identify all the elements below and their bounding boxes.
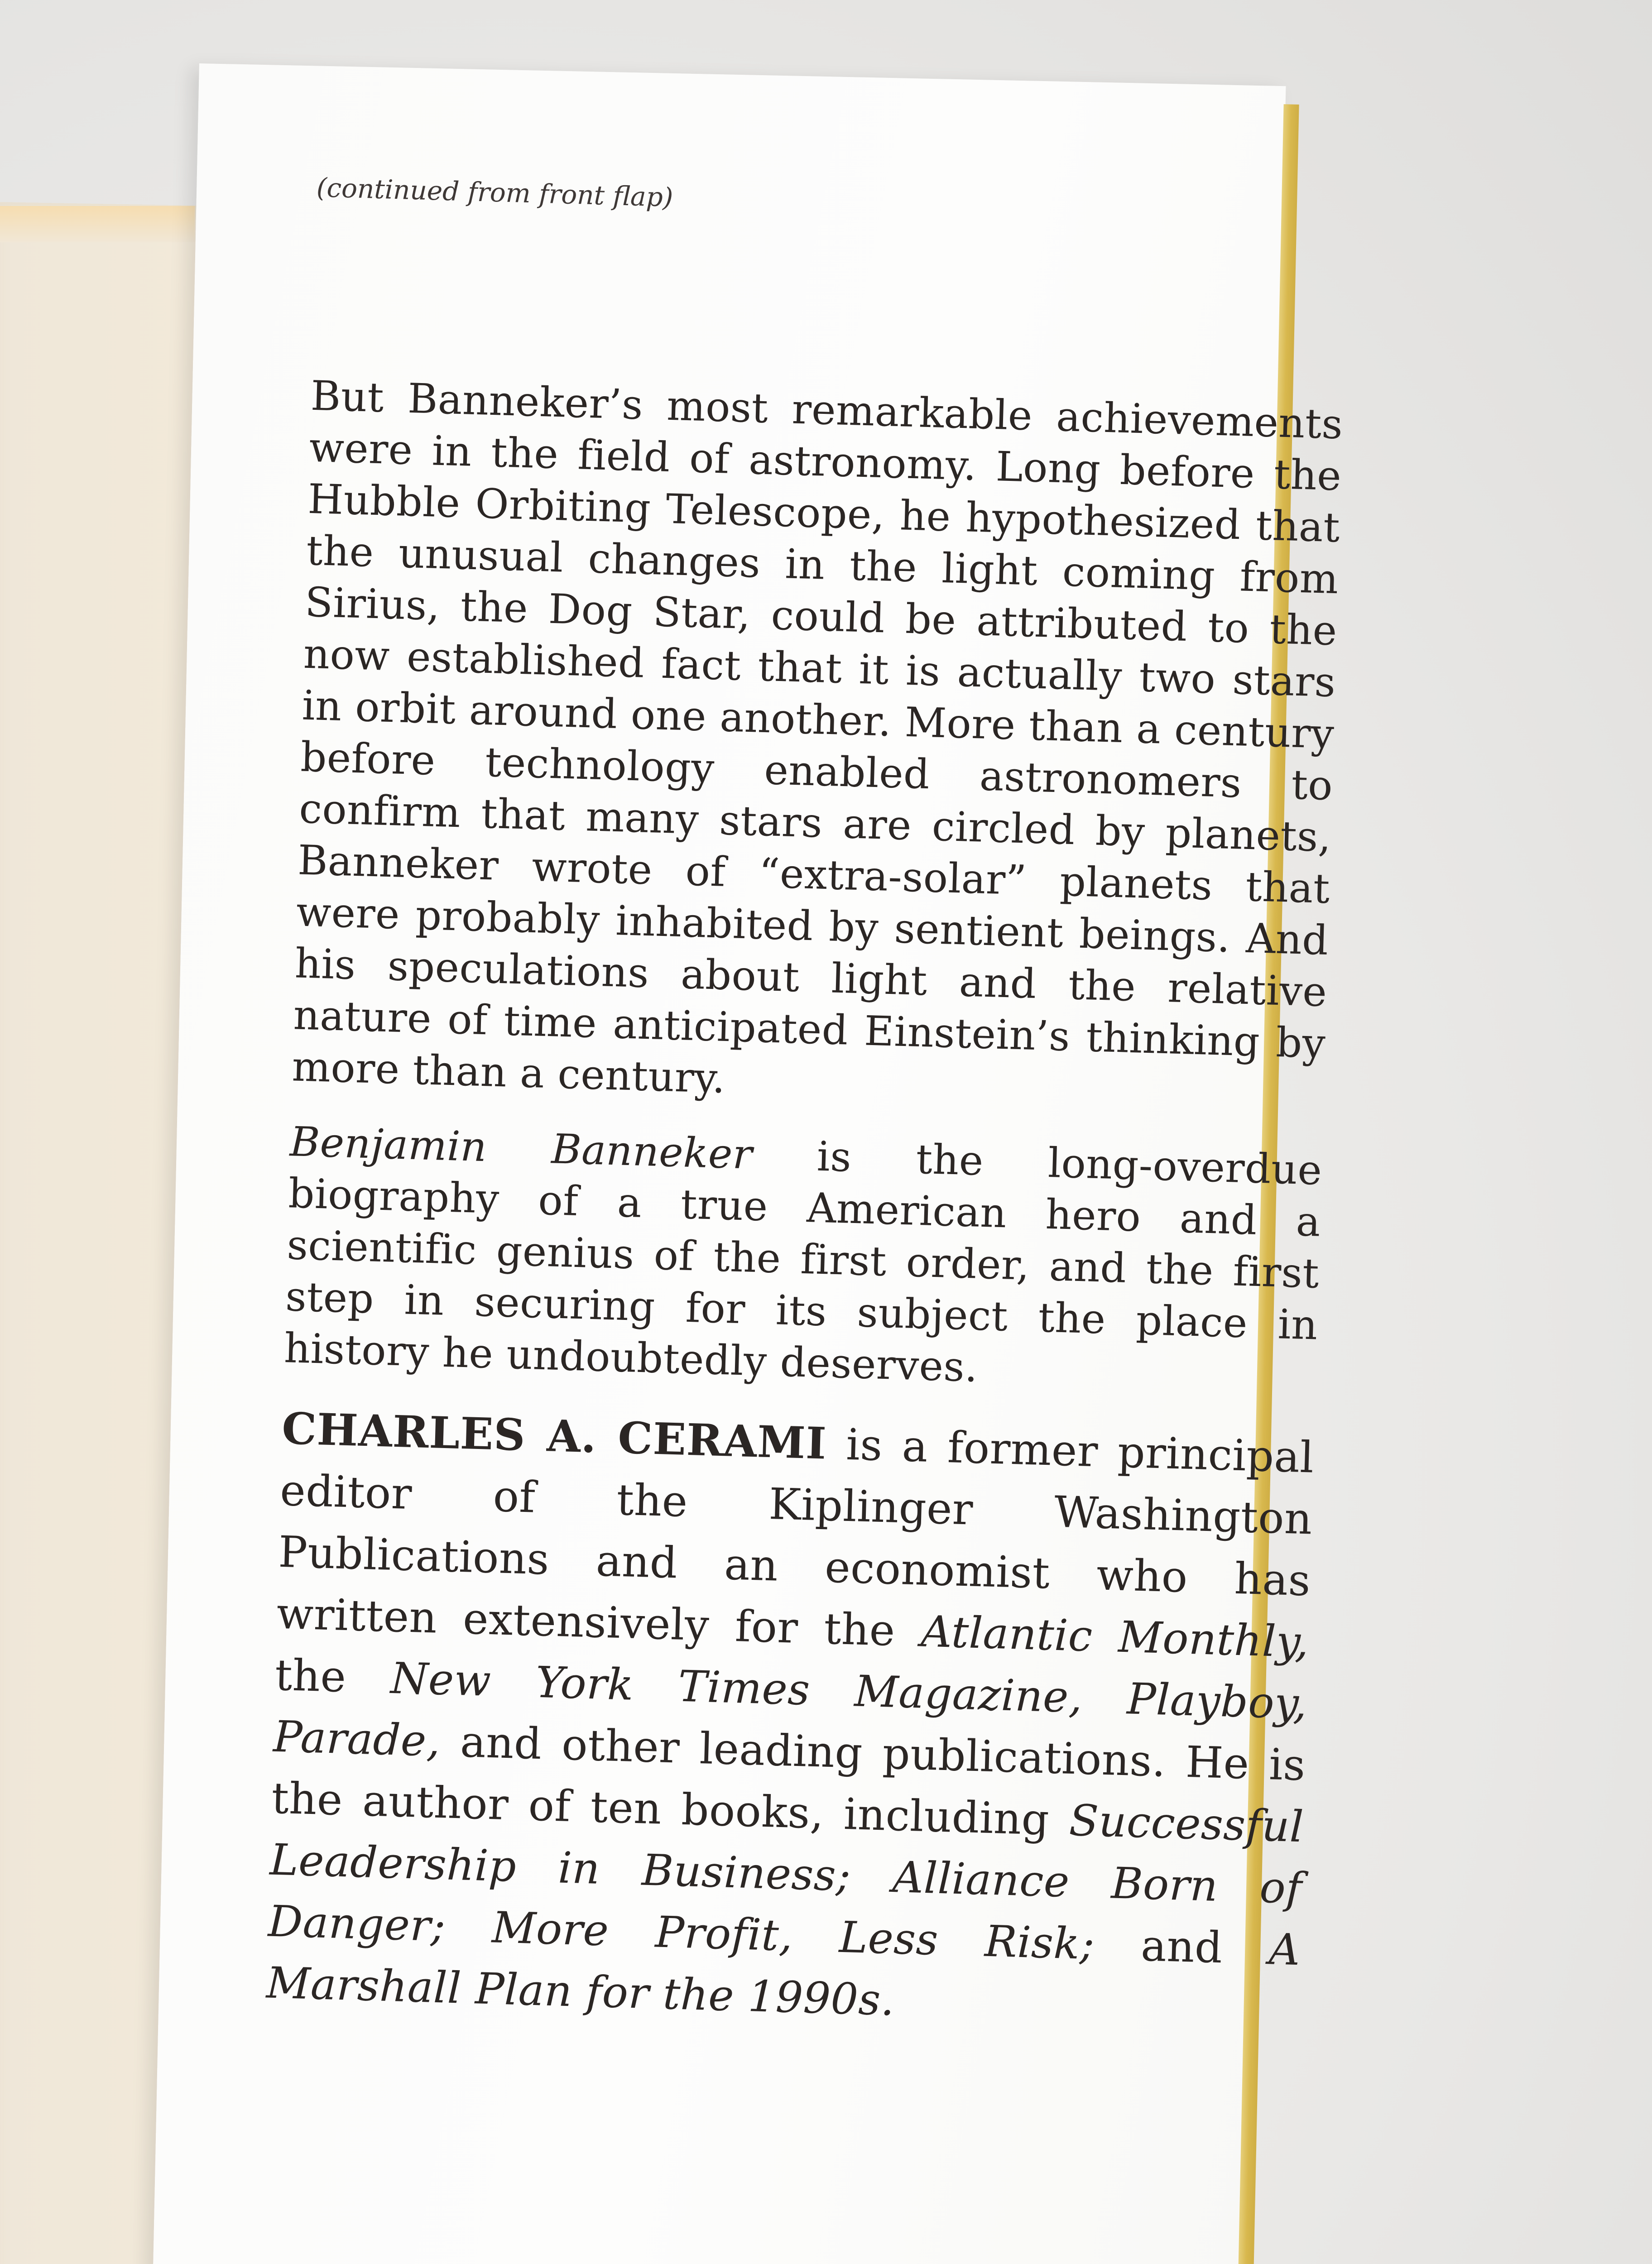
author-bio xyxy=(265,1398,1315,2043)
book-list-2: A Marshall Plan for the 1990s. xyxy=(265,1924,1301,2026)
publication-2: New York Times Magazine, Playboy, Parade, xyxy=(272,1653,1308,1766)
paragraph-biography xyxy=(283,1116,1323,1403)
bio-text-1: is a former principal editor of the Kiplinger Washington Publications and an economist who has written extensively for the xyxy=(276,1419,1315,1657)
bio-text-3: and other leading publications. He is the author of ten books, including xyxy=(271,1716,1306,1846)
paragraph-biography-text: is the long-overdue biography of a true American hero and a scientific genius of the first order, and the first step in securing for its subject the place in history he undoubtedly deserves. xyxy=(283,1131,1323,1391)
bio-text-2: the xyxy=(274,1650,392,1703)
publication-1: Atlantic Monthly, xyxy=(920,1607,1310,1668)
book-title: Benjamin Banneker xyxy=(289,1118,753,1179)
book-list-1: Successful Leadership in Business; Alliance Born of Danger; More Profit, Less Risk; xyxy=(267,1795,1305,1970)
underlying-page-edge xyxy=(0,206,195,242)
paragraph-astronomy: But Banneker’s most remarkable achievements were in the field of astronomy. Long before the Hubble Orbiting Telescope, he hypothesized that the unusual changes in the light coming from Sirius, the Dog Star, could be attributed to the now established fact that it is actually two stars in orbit around one another. More than a century before technology enabled astronomers to confirm that many stars are circled by planets, Banneker wrote of “extra-solar” planets that were probably inhabited by sentient beings. And his speculations about light and the relative nature of time anticipated Einstein’s thinking by more than a century. xyxy=(291,372,1344,1103)
bio-text-4: and xyxy=(1094,1919,1270,1975)
author-name: CHARLES A. CERAMI xyxy=(281,1402,827,1469)
continued-note: (continued from front flap) xyxy=(316,172,674,213)
flap-text xyxy=(265,172,1349,2043)
